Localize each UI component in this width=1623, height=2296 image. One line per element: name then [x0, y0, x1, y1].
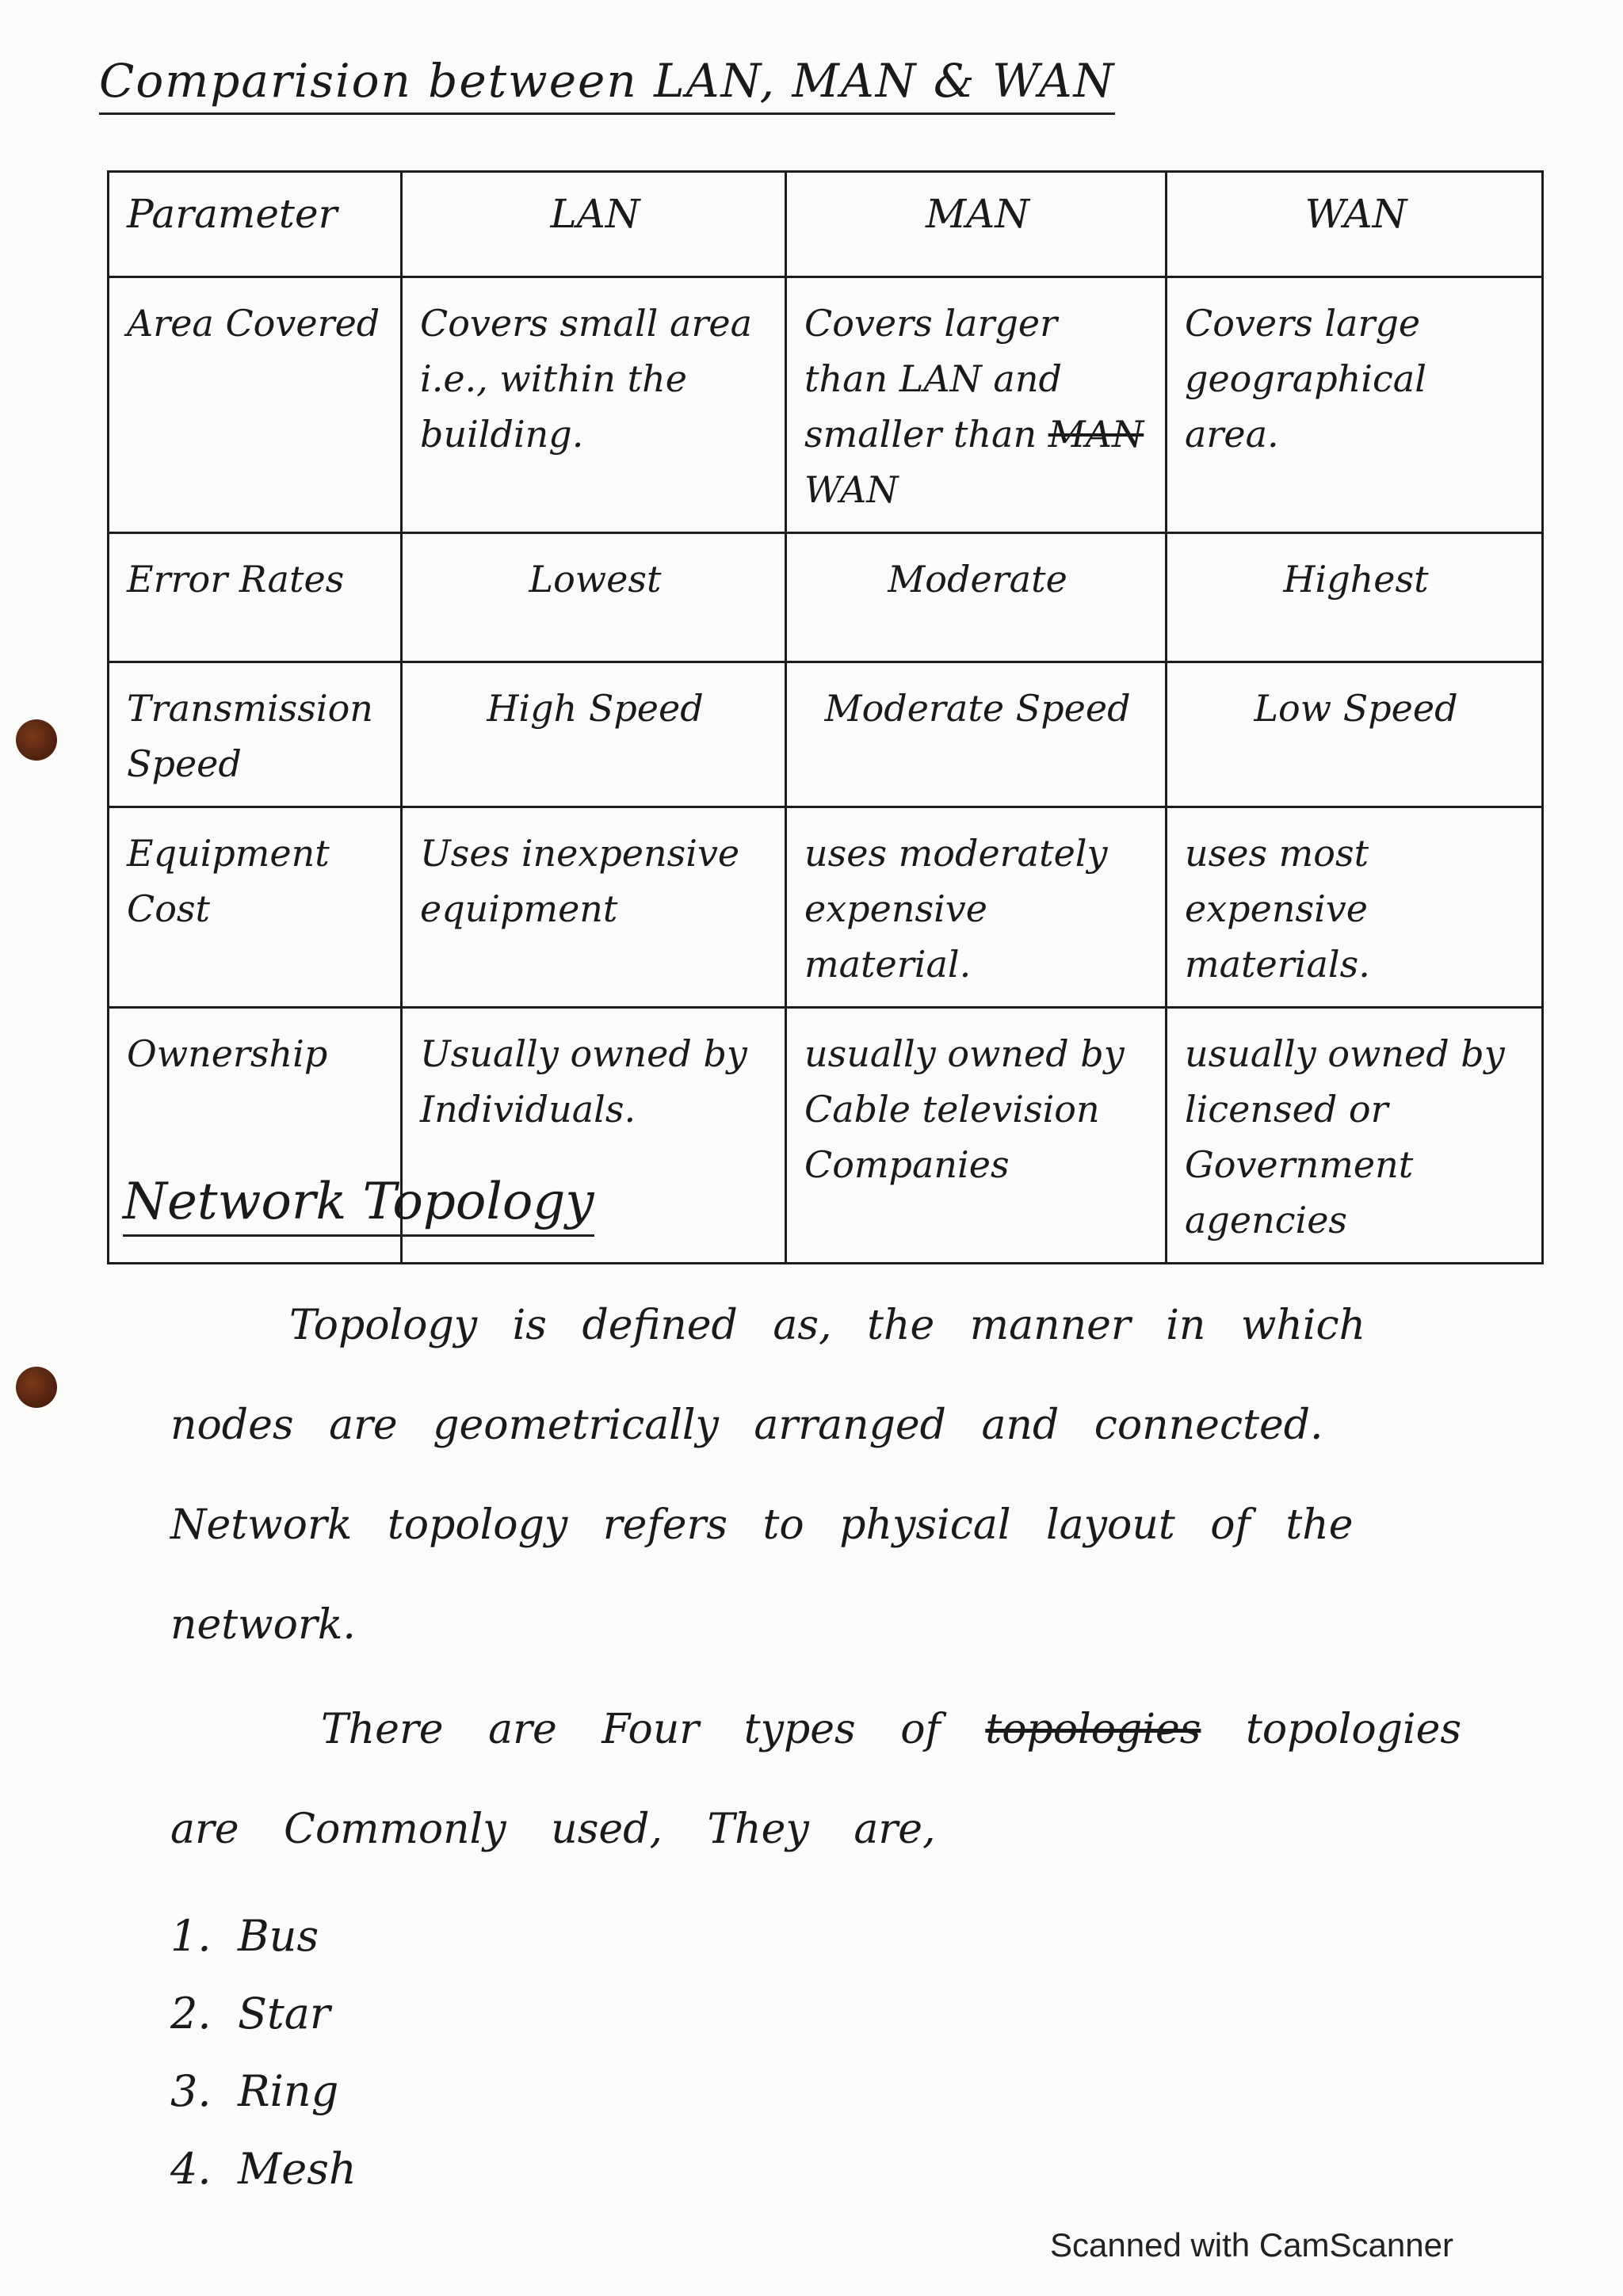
scanner-watermark: Scanned with CamScanner	[1050, 2226, 1453, 2264]
list-label: Star	[238, 1989, 330, 2039]
struck-word: topologies	[985, 1706, 1201, 1753]
row-parameter: Transmission Speed	[109, 662, 402, 807]
definition-paragraph: Topology is defined as, the manner in which nodes are geometrically arranged and connected. Network topology refers to physical layout of the network.	[170, 1302, 1366, 1649]
list-label: Ring	[238, 2066, 339, 2116]
list-label: Bus	[238, 1911, 319, 1961]
section-heading: Network Topology	[123, 1173, 594, 1237]
list-number: 4.	[170, 2144, 212, 2194]
cell-man	[786, 277, 1167, 533]
intro-text: There are Four types of	[321, 1706, 941, 1753]
cell-lan: Usually owned by Individuals.	[402, 1008, 786, 1264]
punch-hole-icon	[16, 719, 57, 761]
list-item	[170, 1897, 357, 1975]
struck-word: MAN	[1048, 413, 1144, 456]
row-parameter: Equipment Cost	[109, 807, 402, 1008]
types-intro-paragraph	[170, 1680, 1502, 1879]
cell-wan: Low Speed	[1167, 662, 1543, 807]
cell-wan: usually owned by licensed or Government agencies	[1167, 1008, 1543, 1264]
intro-text-end: topologies are Commonly used, They are,	[170, 1706, 1462, 1853]
cell-wan: uses most expensive materials.	[1167, 807, 1543, 1008]
header-wan: WAN	[1167, 172, 1543, 277]
comparison-table	[107, 170, 1544, 1264]
row-parameter: Ownership	[109, 1008, 402, 1264]
cell-lan: Covers small area i.e., within the building.	[402, 277, 786, 533]
table-row	[109, 807, 1543, 1008]
list-number: 2.	[170, 1989, 212, 2039]
row-parameter: Error Rates	[109, 533, 402, 662]
cell-man: usually owned by Cable television Companies	[786, 1008, 1167, 1264]
header-parameter: Parameter	[109, 172, 402, 277]
cell-man: Moderate Speed	[786, 662, 1167, 807]
table-row	[109, 662, 1543, 807]
table-header-row	[109, 172, 1543, 277]
cell-man-text-end: WAN	[804, 468, 899, 511]
cell-wan: Covers large geographical area.	[1167, 277, 1543, 533]
cell-man: Moderate	[786, 533, 1167, 662]
list-label: Mesh	[238, 2144, 357, 2194]
cell-lan: Uses inexpensive equipment	[402, 807, 786, 1008]
cell-wan: Highest	[1167, 533, 1543, 662]
table-row	[109, 277, 1543, 533]
list-item	[170, 1975, 357, 2053]
page-title: Comparision between LAN, MAN & WAN	[99, 54, 1115, 115]
list-item	[170, 2053, 357, 2130]
topology-list	[170, 1897, 357, 2208]
list-number: 1.	[170, 1911, 212, 1961]
cell-man: uses moderately expensive material.	[786, 807, 1167, 1008]
cell-lan: High Speed	[402, 662, 786, 807]
table-row	[109, 533, 1543, 662]
list-number: 3.	[170, 2066, 212, 2116]
header-man: MAN	[786, 172, 1167, 277]
punch-hole-icon	[16, 1367, 57, 1408]
row-parameter: Area Covered	[109, 277, 402, 533]
list-item	[170, 2130, 357, 2208]
cell-man-text: Covers larger than LAN and smaller than	[804, 302, 1062, 456]
header-lan: LAN	[402, 172, 786, 277]
cell-lan: Lowest	[402, 533, 786, 662]
